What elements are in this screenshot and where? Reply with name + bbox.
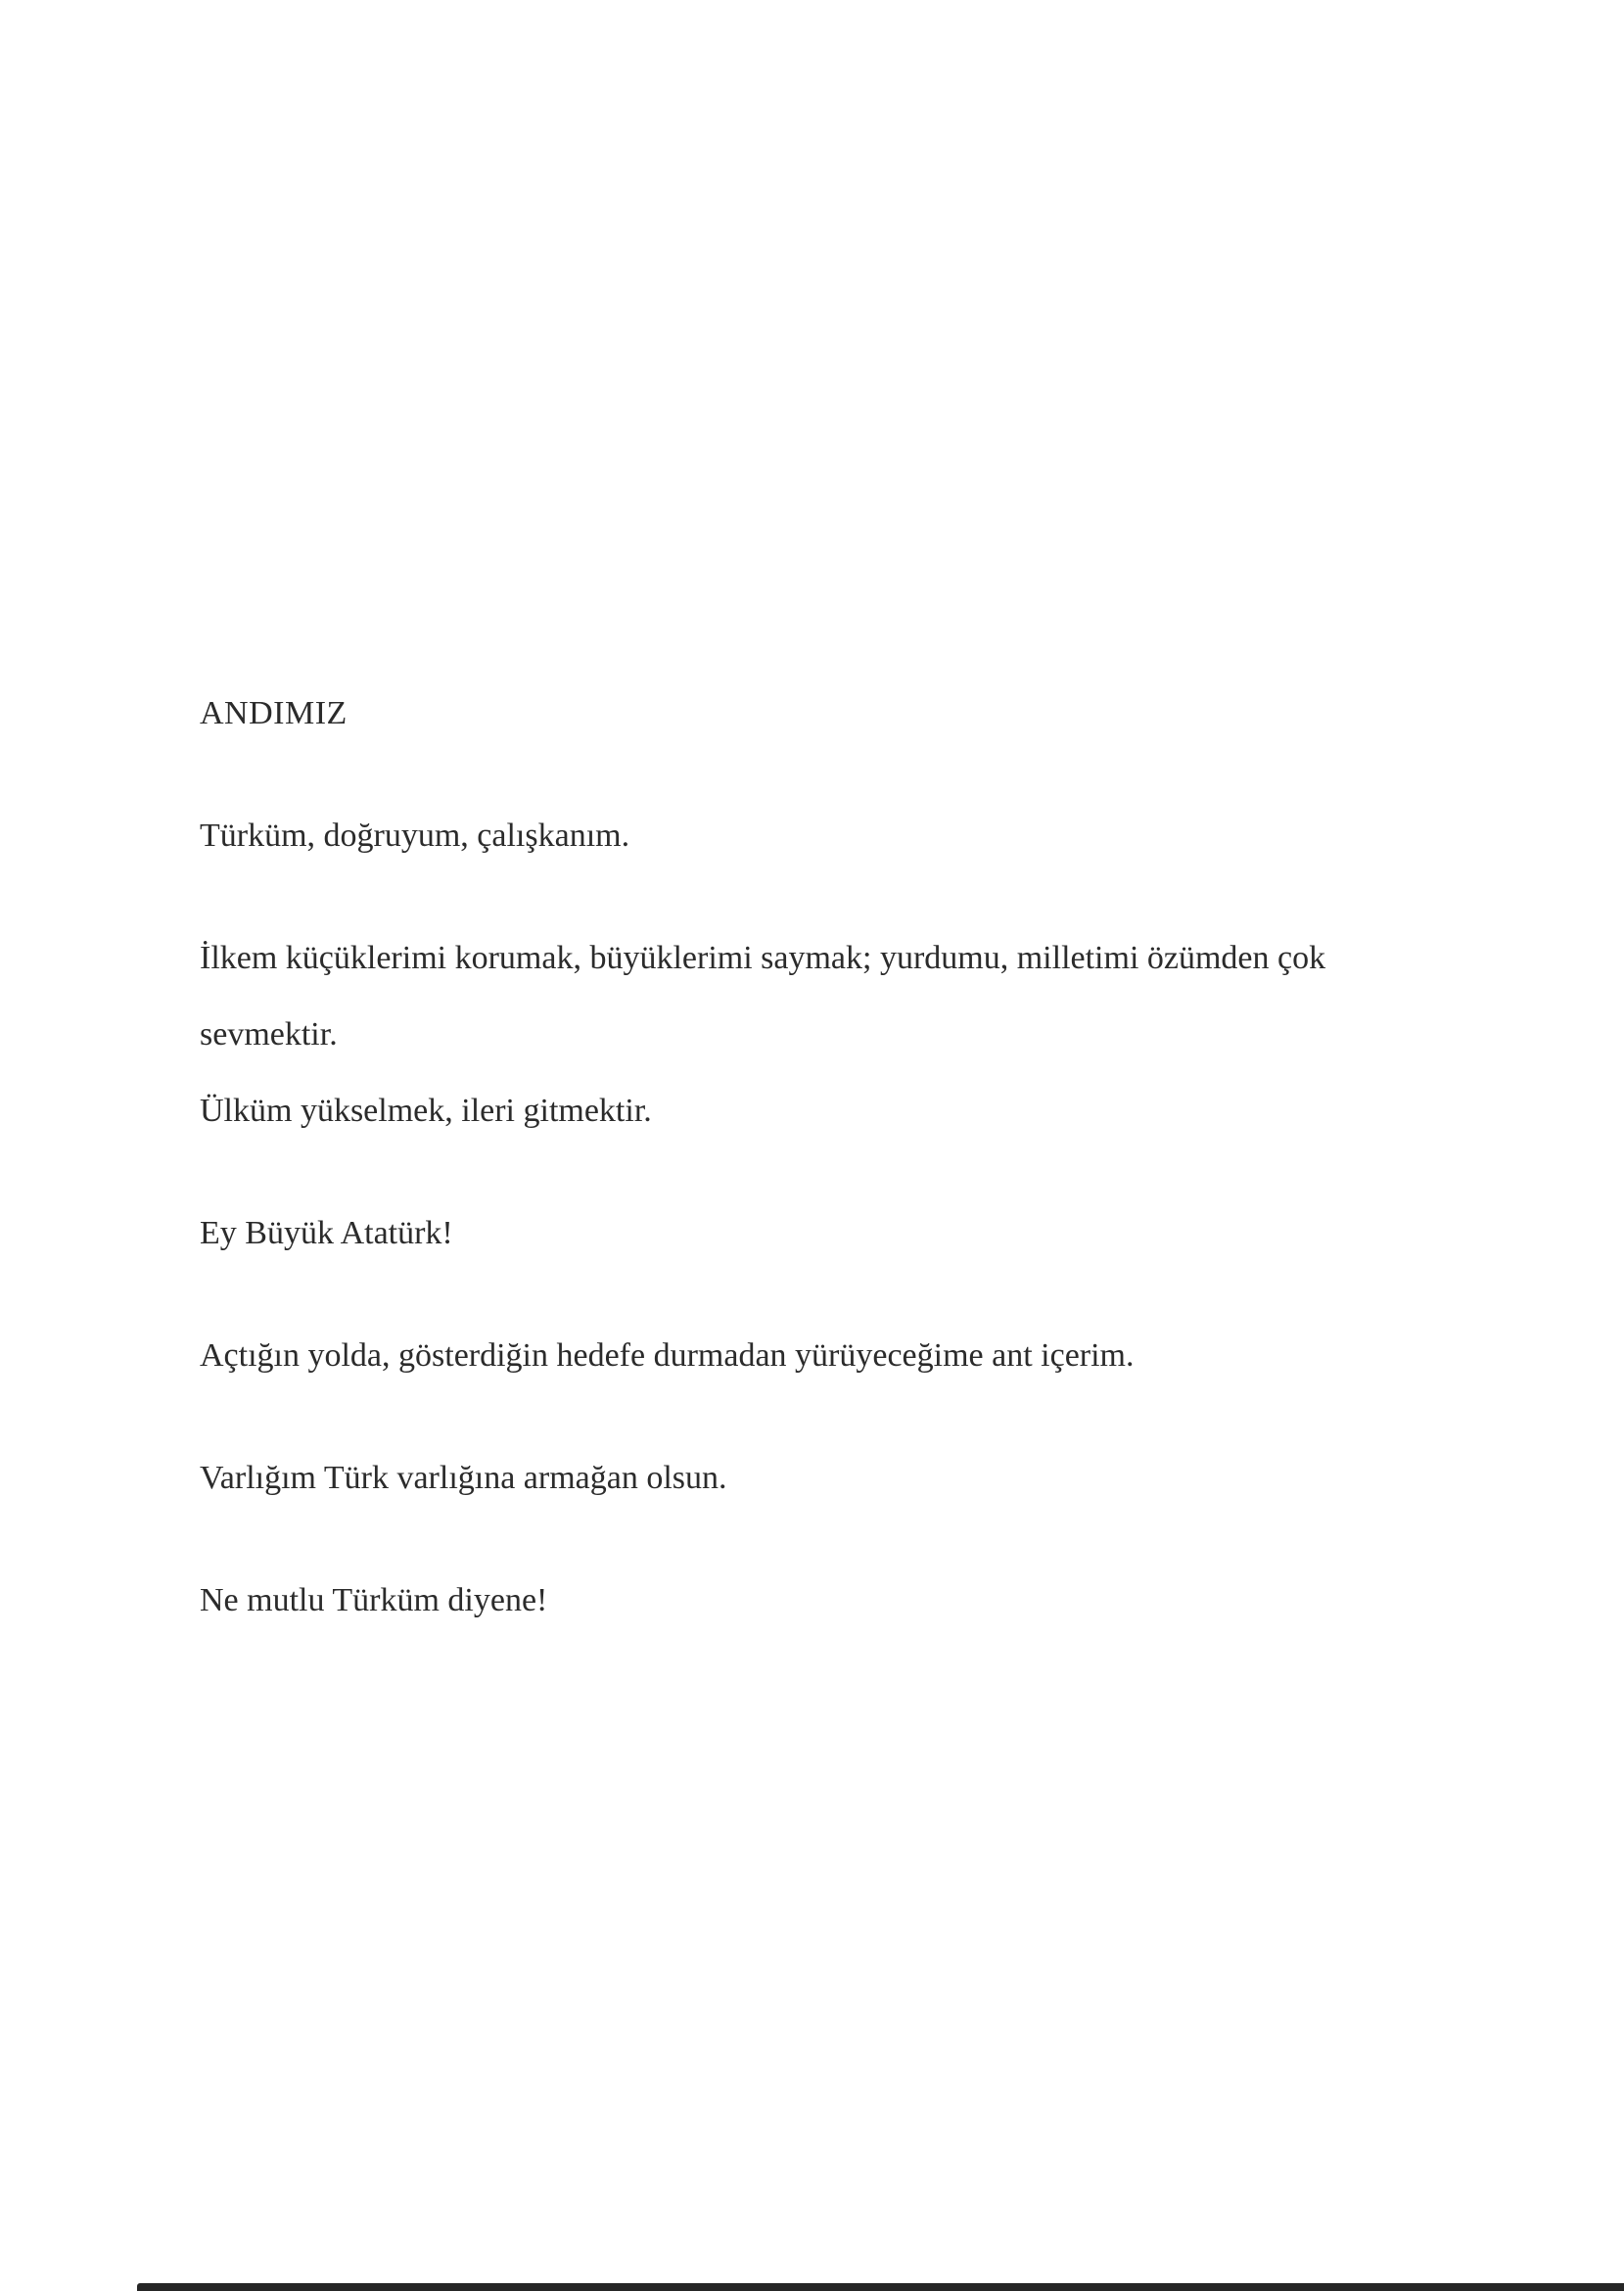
paragraph-oath-line-4: Ey Büyük Atatürk! <box>200 1215 453 1251</box>
paragraph-oath-line-2: İlkem küçüklerimi korumak, büyüklerimi saymak; yurdumu, milletimi özümden çok sevmektir. <box>200 940 1326 1052</box>
paragraph-oath-line-3: Ülküm yükselmek, ileri gitmektir. <box>200 1093 652 1129</box>
paragraph-oath-line-1: Türküm, doğruyum, çalışkanım. <box>200 818 630 854</box>
page-bottom-edge-bar <box>137 2283 1624 2291</box>
paragraph-oath-line-6: Varlığım Türk varlığına armağan olsun. <box>200 1460 727 1496</box>
document-title: ANDIMIZ <box>200 695 348 731</box>
paragraph-oath-line-7: Ne mutlu Türküm diyene! <box>200 1582 548 1618</box>
document-content <box>200 676 1423 1639</box>
paragraph-oath-line-5: Açtığın yolda, gösterdiğin hedefe durmadan yürüyeceğime ant içerim. <box>200 1337 1135 1374</box>
